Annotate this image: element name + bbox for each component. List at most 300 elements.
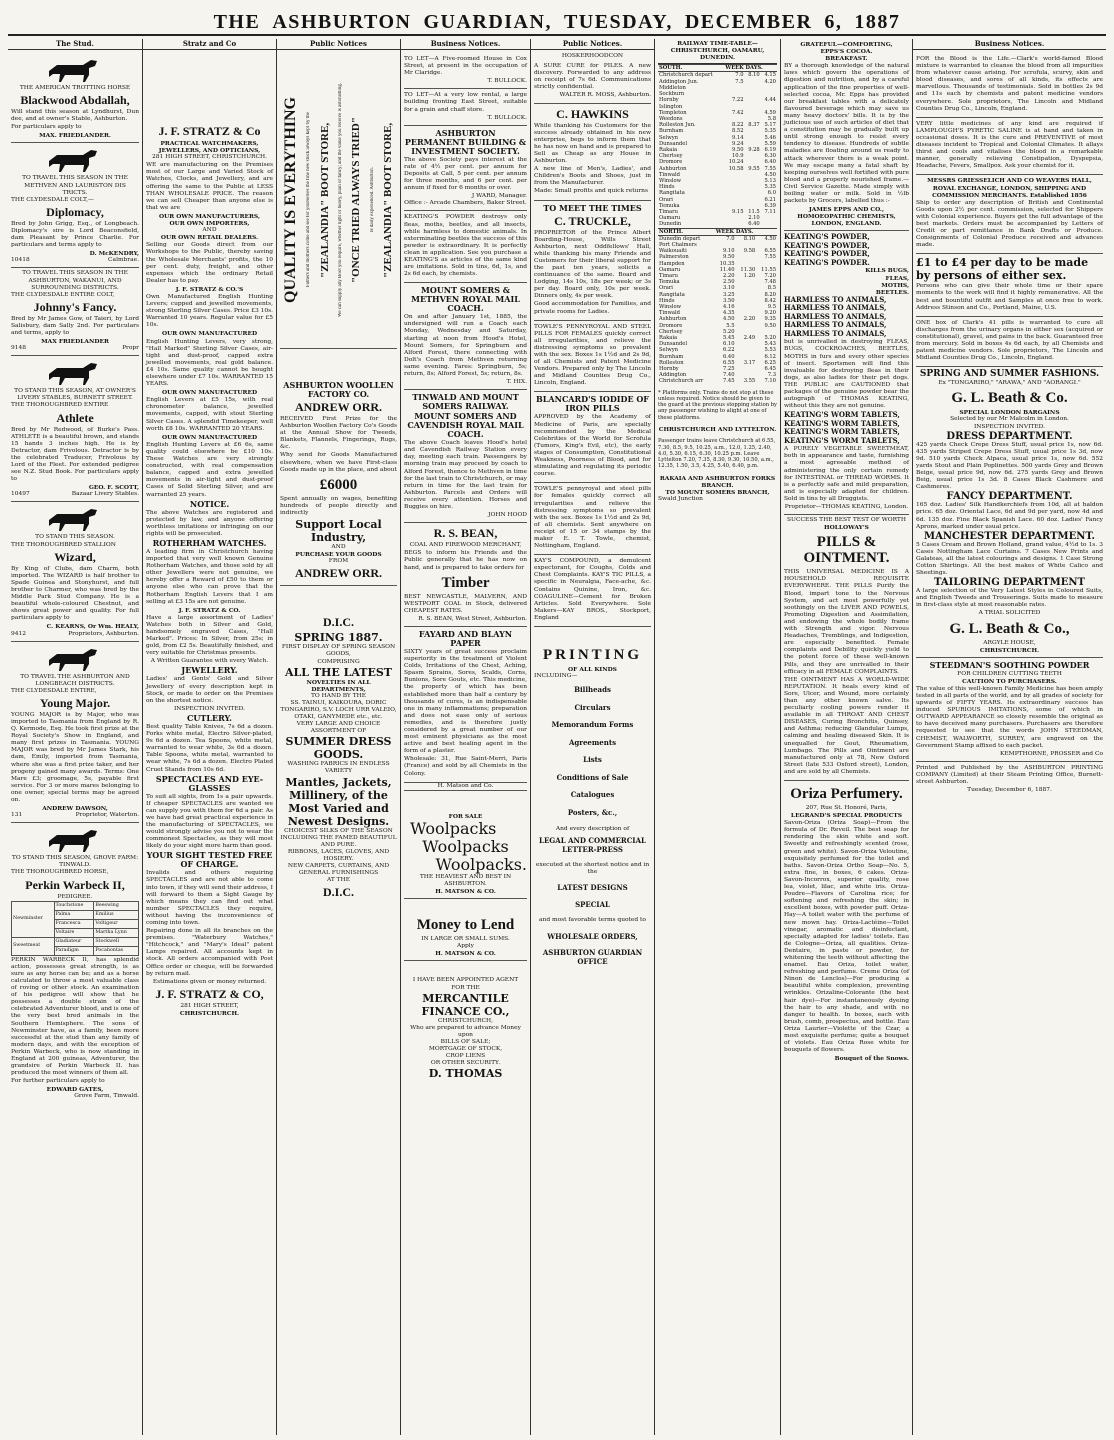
station-name: Dunsandel: [659, 140, 687, 147]
ad-body: The value of this well-known Family Medicine has been amply tested in all parts of the world, and by all grades of society for upwards of FIFTY YEARS. Its extraordinary success has induced SPURIOUS IMITATIONS, some of which in OUTWARD APPEARANCE so closely resemble the original as to have deceived many purchasers. Purchasers are therefore requested to see that the words JOHN STEEDMAN, CHEMIST, WALWORTH, SURREY, are engraved on the Government Stamp affixed to each packet.: [916, 685, 1103, 749]
ad-body: Persons who can give their whole time or their spare moments to the work will find it highly remunerative. All the best and bountiful outfit and Samples at once free to work. Address Stinson and Co., Portland, Maine, U.S.: [916, 283, 1103, 311]
stratz-rotherham-heading: ROTHERHAM WATCHES.: [152, 537, 267, 548]
ad-body: Ship to order any description of British and Continental Goods upon 2½ per cent. commission, selected for Shippers with Colonial experience. Buyers get the full advantage of the best markets. Orders must be accompanied by Letters of Credit or part remittance in Bank Drafts or Produce. Consignments of Colonial Produce received and advances made.: [916, 199, 1103, 249]
ad-keatings-powder: [404, 211, 527, 283]
departure-time: 4.50: [764, 171, 776, 178]
departure-time: 11.5: [748, 208, 760, 215]
ad-zealandia-boot-store: [280, 53, 397, 349]
ad-griesselich: [916, 175, 1103, 254]
dic-line: TO HAND BY THE: [310, 692, 367, 699]
station-name: Winslow: [659, 304, 682, 310]
departure-time: 8.10: [748, 72, 760, 79]
departure-time: 5.17: [764, 122, 776, 129]
ad-body: RECEIVED First Prize for the Ashburton Woollen Factory Co's Goods at the Annual Show for Tweeds, Blankets, Flannels, Fingerings, Rugs, &c.: [280, 416, 397, 451]
departure-time: 7.10: [764, 378, 776, 385]
woolpacks-firm: H. MATSON & CO.: [435, 888, 496, 896]
printing-heading: PRINTING: [542, 647, 642, 663]
ad-body: Bred by John Grigg, Esq., of Longbeach. Diplomacy's sire is Lord Beaconsfield, dam Pleasant by Prince Charlie. For particulars and terms apply to: [11, 220, 139, 249]
ad-heading: STEEDMAN'S SOOTHING POWDER: [929, 659, 1090, 670]
departure-time: 6.22: [722, 347, 735, 354]
ad-signature: T. BULLOCK.: [487, 114, 527, 121]
ad-number: 10497: [11, 491, 30, 498]
departure-time: 5.20: [722, 328, 735, 335]
station-name: Ashburton: [659, 316, 687, 323]
ad-signature: KEMPTHORNE, PROSSER and Co: [999, 750, 1103, 757]
timetable-header: WEEK DAYS.: [724, 65, 777, 72]
horse-icon: [43, 506, 107, 532]
departure-time: 11.55: [761, 266, 776, 273]
dic-line: VERY LARGE AND CHOICE ASSORTMENT OF: [296, 721, 381, 735]
station-name: Port Chalmers: [659, 241, 697, 248]
ad-signature: JOHN HOOD: [488, 512, 527, 519]
finance-company: MERCANTILE FINANCE CO.,: [421, 991, 510, 1018]
ad-body: Selling our Goods direct from our Workshops to the Public, thereby saving the Wholesale Merchants' profits, the 10 per cent. duty, freight, and other expenses which the ordinary Retail Dealer has to pay.: [146, 242, 273, 284]
ad-signature: JAMES EPPS AND CO., HOMOEOPATHIC CHEMISTS, LONDON, ENGLAND.: [797, 206, 896, 228]
column-stud: [8, 39, 143, 1435]
timetable-row: [658, 72, 777, 79]
departure-time: 5.46: [764, 134, 776, 141]
ad-office: Office :- Arcade Chambers, Baker Street.: [404, 200, 527, 207]
ad-body: FOR the Blood is the Life.—Clark's world-famed Blood mixture is warranted to cleanse the blood from all impurities from whatever cause arising. For scrofula, scurvy, skin and blood diseases, and sores of all kinds, its effects are marvellous. Thousands of testimonials. Sold in bottles 2s 9d and 11s each by chemists and patent medicine vendors everywhere. Sole proprietors, The Lincoln and Midland Counties Drug Co., Lincoln, England.: [916, 56, 1103, 112]
ad-place: Grove Farm, Tinwald.: [74, 1093, 139, 1100]
ad-body: Savon-Oriza (Oriza Soap)—From the formula of Dr. Reveil. The best soap for rendering the skin white and soft. Sweetly and refreshingly scented (rose, green and white). Savon-Oriza Veloutine, exquisitely perfumed for the toilet and baths. Savon-Oriza Ortho Soap—No. 5, extra fine, in boxes, 6 cakes. Oriza-Savon-Incorrox, superior quality, rose lea, violet, lilac, and white iris. Oriza-Poudre—Flavors of Carolina rice; for softening and refreshing the skin; in excellent boxes, with powder puff. Oriza-Hay—A toilet water with the perfume of new mown hay. Oriza-Lactéine—Toilet vinegar, aromatic and disinfectant, specially adapted for ladies' toilets. Eau de Cologne—Oriza, all qualities. Oriza-Dentaire, in paste or powder, for whitening the teeth without affecting the enamel. Eau Oriza, toilet water, refreshing and perfume. Creme Oriza (of Ninon de Lenclos)—For producing a beautiful white complexion, preventing wrinkles. Orizaline-Colorante (the best hair dye)—For instantaneously dyeing the hair to any shade, and with no danger to health. In boxes, each with brush, comb, prospectus, and bottle. Eau Oriza Laurier—Violette of the Czar, a most exquisite perfume; quite a bouquet of violets. Eau Oriza Rose white for bouquets of flowers.: [784, 820, 909, 1054]
ad-signature: T. HIX.: [506, 379, 527, 386]
departure-time: 7.0: [726, 235, 735, 242]
ad-number: 9412: [11, 630, 26, 637]
ad-heading: ASHBURTON PERMANENT BUILDING & INVESTMENT SOCIETY.: [404, 127, 527, 156]
departure-time: 7.5: [735, 78, 744, 85]
horse-icon: [43, 646, 107, 672]
departure-time: 6.0: [767, 190, 776, 197]
departure-time: 6.39: [764, 202, 776, 209]
ad-body: The above Society pays interest at the rate of 4½ per cent. per annum for Deposits at Call, 5 per cent. per annum for three months, and 6 per cent. per annum if fixed for 6 months or over.: [404, 156, 527, 192]
pedigree-cell: Voltaire: [54, 928, 94, 937]
ad-heading: MESSRS GRIESSELICH AND CO WEAVERS HALL, ROYAL EXCHANGE, LONDON, SHIPPING AND COMMISSION MERCHANTS. Established 1856: [927, 177, 1092, 199]
departure-time: 9.20: [764, 310, 776, 317]
ad-body: THE OINTMENT HAS A WORLD-WIDE REPUTATION. It heals every kind of Sore, Ulcer, and Wound, more certainly than any other known salve. Its peculiarly cooling powers render it available in all THROAT AND CHEST DISEASES, Curing Bronchitis, Quinsey, and Asthma; reducing Glandular Lumps, calming and healing diseased Skin. It is unequalled for Gout, Rheumatism, Lumbago. The Pills and Ointment are manufactured only at 78, New Oxford Street (late 533 Oxford street), London, and are sold by all Chemists.: [784, 676, 909, 775]
departure-time: 7.42: [731, 109, 744, 116]
stratz-jewellery-heading: JEWELLERY.: [181, 665, 238, 676]
dic-line: WASHING FABRICS IN ENDLESS VARIETY: [287, 761, 390, 775]
departure-time: 8.52: [731, 128, 744, 135]
column-stratz: [143, 39, 277, 1435]
departure-time: 7.22: [731, 97, 744, 104]
departure-time: 4.15: [764, 72, 776, 79]
keatings-kills: KILLS BUGS,: [865, 267, 909, 275]
woollen-and: AND: [331, 544, 346, 551]
department-heading: DRESS DEPARTMENT.: [946, 430, 1073, 442]
dic-line: RIBBONS, LACES, GLOVES, AND HOSIERY.: [287, 848, 390, 862]
ad-body: English Levers at £5 15s, with real chronometer balance, jewelled movements, capped, with stout Sterling Silver Cases. A splendid Timekeeper, well worth £8 10s. WARRANTED 20 YEARS.: [146, 397, 273, 432]
ad-heading: BREAKFAST.: [825, 55, 868, 63]
ad-kicker: THE AMERICAN TROTTING HORSE: [19, 85, 131, 91]
ad-number: 9148: [11, 345, 26, 352]
station-name: Timaru: [659, 272, 678, 279]
timetable-subhead: RAKAIA AND ASHBURTON FORKS BRANCH.: [659, 474, 776, 489]
ad-body: SIXTY years of great success proclaim superiority in the treatment of Violent Colds, Irritations of the Chest, Aching, Spasm Sprains, Sores, Scalds, Corns, Bunions, Sore Gouts, etc. This medicine, the property of which has been established more than half a century by thousands of cures, is an indispensable one in many inflammations; preparation and does not ease only of serious remedies, and is therefore justly considered by a great number of our most eminent physicians as the most active and best healing agent in the form of a plaster.: [404, 648, 527, 755]
ad-intro: TO TRAVEL THIS SEASON IN THE METHVEN AND LAURISTON DIS TRICTS.: [22, 175, 128, 196]
station-name: Palmerston: [659, 254, 689, 261]
departure-time: 3.10: [722, 285, 735, 292]
stratz-notice-heading: NOTICE.: [189, 498, 230, 509]
horse-icon: [43, 57, 107, 83]
printing-line: LATEST DESIGNS: [557, 883, 628, 893]
station-name: Dunedin depart: [659, 235, 701, 242]
ad-place: Bazaar Livery Stables.: [71, 491, 139, 498]
zealandia-side-text: Is daily experienced. Ashburton.: [369, 167, 375, 233]
stratz-claim: OUR OWN RETAIL DEALERS.: [160, 234, 259, 242]
ad-wizard: [11, 502, 139, 641]
departure-time: 6.40: [748, 221, 760, 228]
station-name: Orari: [659, 285, 673, 292]
ad-body: Repairing done in all its branches on the premises. "Waterbury Watches," "Hitchcock," and "Mary's Ideal" patent Lamps repaired. All accounts kept in stock. All orders accompanied with Post Office order or cheque, will be forwarded by return mail.: [146, 928, 273, 977]
ad-signature: J WARD, Manager.: [471, 193, 527, 200]
ad-diplomacy: [11, 143, 139, 268]
departure-time: 11.40: [719, 266, 735, 273]
column-business-notices: [401, 39, 531, 1435]
finance-line: FOR THE: [451, 984, 480, 991]
departure-time: 5.5: [726, 322, 735, 329]
ad-body: Ladies' and Gents' Gold and Silver Jewellery of every description kept in Stock, or made to order on the Premises on the shortest notice.: [146, 676, 273, 704]
departure-time: 4.16: [722, 304, 735, 310]
zealandia-title: "ZEALANDIA" BOOT STORE,: [381, 122, 394, 278]
dic-line: NEW CARPETS, CURTAINS, AND GENERAL FURNISHINGS: [287, 863, 390, 877]
keatings-harmless: HARMLESS TO ANIMALS,: [784, 311, 887, 321]
timetable-south: [658, 64, 777, 227]
ad-body: but is unrivalled in destroying FLEAS, BUGS, COCKROACHES, BEETLES, MOTHS in furs and every other species of insect. Sportsmen will find this invaluable for destroying fleas in their dogs, as also ladies for their pet dogs. THE PUBLIC are CAUTIONED that packages of the genuine powder bear the autograph of THOMAS KEATING, without this they are not genuine.: [784, 339, 909, 410]
ad-owner: EDWARD GATES,: [46, 1086, 104, 1094]
station-name: Hornby: [659, 97, 679, 104]
station-name: Timaru: [659, 208, 678, 215]
ad-body: English Hunting Levers, very strong, "Hall Marked" Sterling Silver Cases, air-tight and dust-proof, capped extra jewelled movements, real gold balance. £4 10s. Same quality cannot be bought elsewhere under £7 10s. WARRANTED 15 YEARS.: [146, 338, 273, 388]
departure-time: 5.13: [764, 177, 776, 184]
masthead-word: THE: [213, 11, 261, 33]
timetable-footer: Swald Junction: [658, 495, 703, 502]
ad-body: KEATING'S POWDER destroys only fleas, moths, beetles, and all insects, while harmless to domestic animals. In exterminating beetles the success of this powder is extraordinary. It is perfectly clean in application. See you purchase a KEATING'S as articles of the same kind are imitations. Sold in tins, 6d, 1s, and 2s 6d each, by chemists.: [404, 214, 527, 278]
keatings-harmless: HARMLESS TO ANIMALS,: [784, 294, 887, 304]
keatings-line: KEATING'S POWDER,: [784, 240, 870, 250]
ad-heading: TINWALD AND MOUNT SOMERS RAILWAY.: [412, 392, 519, 412]
ad-dic: [280, 586, 397, 904]
timetable-subhead: CHRISTCHURCH AND LYTTELTON.: [658, 426, 777, 434]
ad-beath-fashions: [916, 367, 1103, 657]
pedigree-label: PEDIGREE.: [57, 893, 93, 900]
ad-body: Bred by Mr James Gow, of Taieri, by Lord Salisbury, dam Sally 2nd. For particulars and terms, apply to: [11, 315, 139, 336]
finance-line: OR OTHER SECURITY.: [430, 1060, 501, 1067]
pedigree-cell: Emilius: [94, 910, 139, 919]
departure-time: 6.55: [764, 248, 776, 255]
ad-body: Will stand this season at Lyndhurst, Dun dee, and at owner's Stable, Ashburton.: [11, 109, 139, 123]
ad-blancard: [534, 392, 651, 483]
ad-heading: R. S. BEAN,: [433, 526, 498, 541]
keatings-worm: KEATING'S WORM TABLETS,: [784, 410, 900, 420]
departure-time: 11.30: [740, 266, 756, 273]
printing-line: And every description of: [555, 826, 630, 833]
printing-item: Billheads: [574, 685, 611, 695]
column-railway: [655, 39, 781, 1435]
matson-heading: H. Matson and Co.: [404, 783, 527, 791]
departure-time: 6.30: [764, 153, 776, 160]
ad-mail-coach: [404, 283, 527, 390]
pedigree-cell: Sweetmeat: [12, 937, 55, 955]
ad-intro: TO TRAVEL THE ASHBURTON AND LONGBEACH DISTRICTS.: [20, 673, 130, 687]
ad-ships: Ex "TONGARIRO," "ARAWA," AND "AORANGI.": [938, 380, 1081, 387]
stratz-warranty: A Written Guarantee with every Watch.: [150, 658, 269, 665]
station-name: Addington: [659, 372, 687, 379]
ad-body: A new line of Men's, Ladies', and Children's Boots and Shoes, just in from the Manufacturer.: [534, 166, 651, 187]
departure-time: 7.11: [764, 208, 776, 215]
ad-heading: TO MEET THE TIMES: [543, 202, 642, 213]
printing-item: Memorandum Forms: [551, 720, 634, 730]
dic-line: NOVELTIES IN ALL DEPARTMENTS,: [306, 678, 371, 693]
horse-name: Johnny's Fancy.: [33, 299, 117, 314]
station-name: Burnham: [659, 353, 684, 360]
column-heading: Business Notices.: [913, 39, 1106, 50]
departure-time: 7.45: [722, 378, 735, 385]
horse-name: Perkin Warbeck II,: [25, 877, 125, 892]
dic-line: Mantles, Jackets, Millinery, of the Most Varied and Newest Designs.: [285, 775, 392, 828]
departure-time: 5.8: [767, 115, 776, 122]
station-name: Ashburton: [659, 165, 687, 172]
ad-heading: MOUNT SOMERS AND CAVENDISH ROYAL MAIL COACH.: [407, 411, 524, 440]
departure-time: 8.20: [764, 291, 776, 298]
departure-time: 6.45: [764, 366, 776, 373]
finance-line: MORTGAGE OF STOCK,: [428, 1045, 503, 1052]
timetable-header: NORTH.: [658, 228, 715, 235]
horse-name: Diplomacy,: [46, 204, 104, 219]
timetable-subhead: TO MOUNT SOMERS BRANCH,: [665, 488, 770, 496]
printing-kinds: OF ALL KINDS: [568, 666, 617, 673]
ad-heading: C. HAWKINS: [556, 106, 629, 121]
departure-time: 7.55: [764, 254, 776, 261]
dic-line: SUMMER DRESS GOODS.: [285, 735, 392, 762]
printing-line: SPECIAL: [575, 899, 610, 909]
departure-time: 6.40: [722, 353, 735, 360]
dic-season: SPRING 1887.: [294, 631, 383, 645]
keatings-harmless: HARMLESS TO ANIMALS,: [784, 328, 887, 338]
finance-line: Who are prepared to advance Money upon: [410, 1024, 521, 1038]
beath-name: G. L. Beath & Co.,: [949, 620, 1070, 637]
station-name: Addington Jun.: [659, 78, 699, 85]
ad-young-major: [11, 642, 139, 824]
ad-athlete: [11, 356, 139, 502]
notice-heading: HOSKERHOODCON: [561, 53, 624, 59]
stratz-subhead: J. F. STRATZ & CO.'S: [175, 285, 244, 293]
departure-time: 9.50: [731, 146, 744, 153]
departure-time: 3.50: [722, 297, 735, 304]
printing-item: Lists: [583, 755, 602, 765]
ad-body: YOUNG MAJOR is by Major, who was imported to Tasmania from England by R. Q. Kermode, Esq. He took first prize at the Royal Society's Show in England, and many first prizes in Tasmania. YOUNG MAJOR was bred by Mr James Stark, his dam, Emily, imported from Tasmania, where she was a first prize taker, and her progeny gained many awards. Terms: One Mare £3; groomage, 5s, payable first service. For 3 or more mares belonging to one owner, special terms may be agreed on.: [11, 711, 139, 803]
ad-body: PROPRIETOR of the Prince Albert Boarding-House, Wills Street Ashburton, next Oddfellows' Hall, while thanking his many Friends and Customers for their liberal support for the past ten years, solicits a continuance of the same. Board and Lodging, 14s 10s, 18s per week; or 3s per day. Board only, 10s per week. Dinners only, 4s per week.: [534, 229, 651, 300]
printing-line: executed at the shortest notice and in the: [535, 862, 650, 876]
ad-kicker: THE CLYDESDALE ENTIRE,: [11, 687, 97, 694]
masthead-word: DECEMBER: [684, 11, 813, 33]
departure-time: 2.49: [743, 335, 756, 342]
ad-body: By King of Clubs, dam Charm, both imported. The WIZARD is half brother to Spade Guinea and Stonyhurst, and full brother to Charmer, who was bred by the Middle Park Stud Company. He is a beautiful whole-coloured Chestnut, and shows great power and quality. For full particulars apply to: [11, 565, 139, 622]
ad-money-to-lend: [404, 899, 527, 961]
station-name: Rolleston: [659, 359, 684, 366]
ad-heading: SPRING AND SUMMER FASHIONS.: [919, 369, 1100, 380]
ad-owner: D. McKENDRY,: [89, 250, 139, 258]
column-heading: Public Notices: [277, 39, 400, 50]
pedigree-cell: Pocahontas: [94, 946, 139, 955]
column-patent-medicines: [781, 39, 913, 1435]
finance-line: CHRISTCHURCH,: [438, 1017, 493, 1024]
ad-clarks-pills: [916, 317, 1103, 368]
woolpacks-for-sale: FOR SALE: [448, 812, 483, 820]
ad-body: A PURELY VEGETABLE SWEETMEAT, both in appearance and taste, furnishing a most agreeable method of administering the only certain remedy for INTESTINAL or THREAD WORMS. It is a perfectly safe and mild preparation, and is especially adapted for children. Sold in tins by all Druggists.: [784, 446, 909, 502]
ad-printing: [534, 627, 651, 969]
ad-earn-money: [916, 254, 1103, 316]
ad-heading: GRATEFUL—COMFORTING,: [800, 41, 893, 48]
pedigree-cell: Beeswing: [94, 901, 139, 910]
keatings-worm: KEATING'S WORM TABLETS,: [784, 418, 900, 428]
column-heading: The Stud.: [8, 39, 142, 50]
departure-time: 5.20: [764, 335, 776, 342]
ad-body: THIS UNIVERSAL MEDICINE IS A HOUSEHOLD REQUISITE EVERYWHERE. THE PILLS Purify the Blood, impart tone to the Nervous System, and act most powerfully yet soothingly on the LIVER AND POWELS, Promoting Digestion and Assimilation, and endowing the whole bodily frame with Strength and vigor. Nervous Headaches, Tremblings, and Indigestion, are especially benefited. Female complaints and Debility quickly yield to the potent force of these well-known Pills, and they are unrivalled in their efficacy in all FEMALE COMPLAINTS.: [784, 569, 909, 675]
stratz-claim: OUR OWN IMPORTERS,: [169, 220, 250, 228]
money-line: IN LARGE OR SMALL SUMS.: [421, 936, 510, 943]
timetable-row: [658, 235, 777, 242]
stratz-footer-city: CHRISTCHURCH.: [179, 1009, 240, 1017]
ad-body: For further particulars apply to: [11, 1078, 105, 1085]
ad-oriza: [784, 781, 909, 1065]
ad-body: 5 Cases Cream and Brown Holland, grand value, 4½d to 1s. 3 Cases Nottingham Lace Curtains. 7 Cases New Prints and Galateas, all the latest colourings and designs. 1 Case Strong Cotton Shirtings. All the best makes of White Calico and Sheetings.: [916, 541, 1103, 577]
ad-body: To suit all sights, from 1s a pair upwards. If cheaper SPECTACLES are wanted we can supply you with them for 6d a pair. As we have had great practical experience in the manufacturing of SPECTACLES, we would strongly advise you not to wear the commonest Spectacles, as they will most likely do your sight more harm than good.: [146, 793, 273, 850]
woollen-amount: £6000: [319, 476, 358, 493]
departure-time: 4.35: [722, 310, 735, 317]
stratz-sight-heading: YOUR SIGHT TESTED FREE OF CHARGE.: [146, 850, 273, 870]
ad-heading: MOUNT SOMERS & METHVEN ROYAL MAIL COACH.: [411, 285, 520, 314]
ad-body: BY a thorough knowledge of the natural laws which govern the operations of digestion and nutrition, and by a careful application of the fine properties of well-selected cocoa, Mr. Epps has provided our breakfast tables with a delicately flavoured beverage which may save us many heavy doctors' bills. It is by the judicious use of such articles of diet that a constitution may be gradually built up until strong enough to resist every tendency to disease. Hundreds of subtle maladies are floating around us ready to attack wherever there is a weak point. We may escape many a fatal shaft by keeping ourselves well fortified with pure blood and a properly nourished frame.—Civil Service Gazette. Made simply with boiling water or milk. Sold in ½lb packets by Grocers, labelled thus :-: [784, 63, 909, 205]
departure-time: 6.10: [722, 341, 735, 348]
ad-body: While thanking his Customers for the success already obtained in his new enterprise, begs to inform them that he has now on hand and is prepared to Sell as Cheap as any House in Ashburton.: [534, 122, 651, 165]
keatings-worm: KEATING'S WORM TABLETS,: [784, 435, 900, 445]
departure-time: 9.50: [722, 254, 735, 261]
keatings-harmless: HARMLESS TO ANIMALS,: [784, 320, 887, 330]
ad-towles-pills: [534, 321, 651, 393]
beath-line: ARGYLE HOUSE,: [983, 639, 1036, 646]
ad-heading: £1 to £4 per day to be made by persons of either sex.: [916, 256, 1089, 283]
departure-time: 2.20: [722, 272, 735, 279]
pedigree-table: [11, 901, 139, 956]
departure-time: 5.45: [722, 335, 735, 342]
woolpacks-note: THE HEAVIEST AND BEST IN ASHBURTON.: [419, 873, 512, 887]
station-name: Temuka: [659, 202, 680, 209]
ad-signature: WALTER R. MOSS, Ashburton.: [559, 92, 651, 99]
keatings-line: KEATING'S POWDER.: [784, 257, 870, 267]
dic-line: FIRST DISPLAY OF SPRING SEASON GOODS,: [281, 644, 396, 658]
station-name: Hinds: [659, 297, 675, 304]
station-name: Hampden: [659, 260, 685, 267]
station-name: Templeton: [659, 109, 687, 116]
station-name: Oamaru: [659, 266, 681, 273]
woolpacks-line: Woolpacks: [410, 818, 497, 838]
department-heading: MANCHESTER DEPARTMENT.: [924, 530, 1095, 542]
station-name: Christchurch arr: [659, 378, 704, 385]
departure-time: 6.25: [764, 359, 776, 366]
ad-subheading: CAUTION TO PURCHASERS.: [962, 677, 1057, 685]
dic-line: ALL THE LATEST: [285, 665, 392, 679]
money-firm: H. MATSON & CO.: [435, 950, 496, 958]
stratz-claim: OUR OWN MANUFACTURERS,: [159, 212, 260, 220]
printing-item: Catalogues: [570, 790, 615, 800]
station-name: Dunsandel: [659, 341, 687, 348]
timetable-north: [658, 228, 777, 385]
ad-woolpacks: [404, 791, 527, 899]
ad-building-society: [404, 126, 527, 212]
departure-time: 9.24: [731, 140, 744, 147]
departure-time: 9.35: [764, 316, 776, 323]
oriza-sub: LEGRAND'S SPECIAL PRODUCTS: [790, 812, 903, 820]
ad-body: Have a large assortment of Ladies' Watches both in Silver and Gold, handsomely engraved Cases, "Hall Marked". Prices: In Silver, from 25s; in gold, from £2 5s. Beautifully finished, and very suitable for Christmas presents.: [146, 614, 273, 657]
printing-item: Agreements: [568, 737, 617, 747]
departure-time: 4.44: [764, 97, 776, 104]
station-name: Hinds: [659, 184, 675, 191]
ad-clarks-blood-mixture: [916, 53, 1103, 118]
stratz-signature: J. F. STRATZ & CO.: [178, 606, 241, 614]
ad-kicker: THE CLYDESDALE COLT,—: [11, 196, 94, 203]
ad-body: Made: Small profits and quick returns: [534, 188, 648, 195]
departure-time: 6.21: [764, 196, 776, 203]
departure-time: 5.53: [764, 347, 776, 354]
departure-time: 5.59: [764, 140, 776, 147]
dic-line: SS. TAINUI, KAIKOURA, DORIC TONGARIRO, S.V. LOCH URR VALEIO, OTAKI, GANYMEDE etc., etc.: [280, 699, 397, 721]
ad-heading: C. TRUCKLE,: [554, 213, 631, 228]
ad-body: The above Coach leaves Hood's hotel and Cavendish Railway Station every day, meeting each train. Passengers by morning train may proceed by coach to Alford Forest, thence to Methven in time for the last train to Christchurch, or may return in time for the last train for Ashburton. Parcels and Orders will receive every attention. Horses and Buggies on hire.: [404, 440, 527, 511]
departure-time: 6.55: [722, 359, 735, 366]
departure-time: 9.50: [764, 322, 776, 329]
station-name: Orari: [659, 196, 673, 203]
ad-intro: TO STAND THIS SEASON, GROVE FARM: TINWALD.: [11, 855, 139, 869]
departure-time: 9.10: [722, 248, 735, 255]
woollen-title: ASHBURTON WOOLLEN FACTORY CO.: [283, 380, 394, 399]
ad-holloway: [784, 515, 909, 781]
station-name: Selwyn: [659, 134, 678, 141]
ad-blackwood-abdallah: [11, 53, 139, 143]
ad-kicker: THE THOROUGHBRED STALLION: [11, 541, 116, 548]
ad-body: VERY little medicines of any kind are required if LAMPLOUGH'S PYRETIC SALINE is at hand and taken in occasional doses. It is the cure and PREVENTIVE of most diseases incident to Tropical and Colonial Climates. It allays thirst and cools and vitalises the blood in a remarkable manner, generally relieving Constipation, Dyspepsia, Headache, Fevers, Smallpox. Ask your chemist for it.: [916, 120, 1103, 170]
departure-time: 10.35: [719, 260, 735, 267]
printing-item: Conditions of Sale: [556, 772, 629, 782]
horse-name: Wizard,: [54, 549, 96, 564]
ad-kicker: THE THOROUGHBRED HORSE,: [11, 869, 109, 876]
departure-time: 5.35: [764, 184, 776, 191]
departure-time: 7.48: [764, 279, 776, 286]
departure-time: 10.9: [731, 153, 744, 160]
finance-line: BILLS OF SALE;: [440, 1038, 491, 1045]
ad-body: Wholesale: 31, Rue Saint-Merri, Paris (France) and sold by all Chemists in the Colony.: [404, 756, 527, 777]
ad-body: BEGS to inform his Friends and the Public generally that he has now on hand, and is prepared to take orders for: [404, 550, 527, 571]
departure-time: 4.50: [722, 316, 735, 323]
masthead-word: 6,: [824, 11, 843, 33]
departure-time: 8.42: [764, 297, 776, 304]
ad-signature: T. BULLOCK.: [487, 78, 527, 85]
dic-line: AT THE: [326, 877, 351, 884]
ad-subheading: FOR CHILDREN CUTTING TEETH: [957, 670, 1062, 677]
beath-line: INSPECTION INVITED.: [973, 423, 1046, 430]
ad-body: Best quality Table Knives, 7s 6d a dozen. Forks white metal, Electro Silver-plated, 9s 6d a dozen. Tea Spoons, white metal, warranted to wear white, 3s 6d a dozen. Table Spoons, white metal, warranted to wear white, 7s 6d a dozen. Electro Plated Cruet Stands from 10s 6d.: [146, 723, 273, 773]
departure-time: 3.25: [722, 291, 735, 298]
ad-body: For particulars apply to: [11, 124, 82, 131]
station-name: Chertsey: [659, 153, 683, 160]
department-heading: FANCY DEPARTMENT.: [946, 491, 1073, 503]
oriza-footer: Bouquet of the Snows.: [834, 1055, 909, 1063]
station-name: Oamaru: [659, 215, 681, 222]
station-name: Sockburn: [659, 91, 685, 98]
departure-time: 4.59: [764, 109, 776, 116]
ad-intro: TO STAND THIS SEASON.: [35, 534, 115, 541]
